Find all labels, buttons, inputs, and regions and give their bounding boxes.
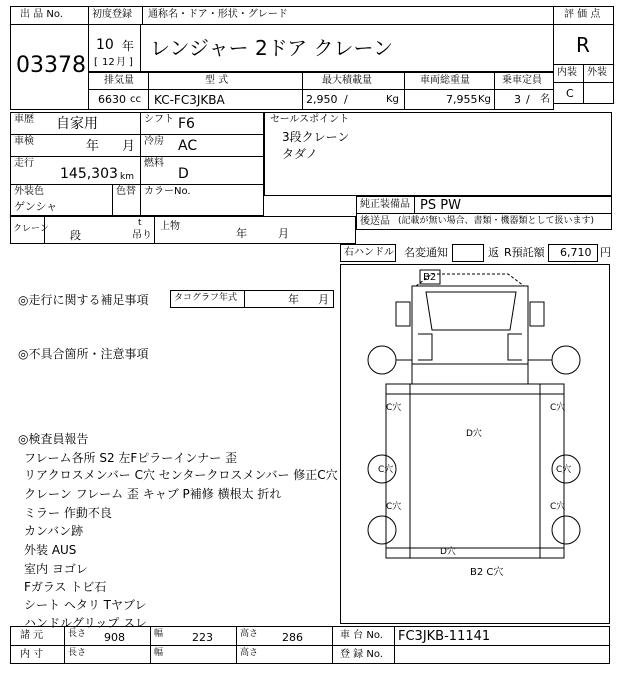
ac-label: 冷房 xyxy=(144,136,164,147)
cab-mirror-right xyxy=(530,302,544,326)
diagram-d-lower: D穴 xyxy=(440,547,456,557)
gvw-value: 7,955 xyxy=(446,93,478,106)
diagram-d-center: D穴 xyxy=(466,429,482,439)
capacity-sep: / xyxy=(526,93,530,106)
ac-value: AC xyxy=(178,138,198,154)
mount-year-unit: 年 xyxy=(236,227,247,240)
report-line: ハンドルグリップ スレ xyxy=(24,616,148,630)
max-load-label: 最大積載量 xyxy=(322,75,372,86)
max-load-value: 2,950 xyxy=(306,93,338,106)
sales-points-line1: 3段クレーン xyxy=(282,130,350,144)
displacement-label: 排気量 xyxy=(104,75,134,86)
interior-label: 内装 xyxy=(557,67,577,78)
gvw-unit: Kg xyxy=(478,94,491,105)
report-line: カンバン跡 xyxy=(24,524,84,538)
diagram-bottom: B2 C穴 xyxy=(470,567,504,578)
mileage-label: 走行 xyxy=(14,158,34,169)
tacho-label: タコグラフ年式 xyxy=(174,293,238,303)
inspector-report-heading: ◎検査員報告 xyxy=(18,432,89,446)
color-code-label: カラーNo. xyxy=(144,186,191,197)
reg-month-open: [ xyxy=(94,57,98,68)
in-width-label: 幅 xyxy=(154,648,164,658)
mount-label: 上物 xyxy=(160,221,180,232)
mileage-value: 145,303 xyxy=(60,166,118,182)
reg-month: 12 xyxy=(102,57,115,68)
lot-label: 出 品 No. xyxy=(20,9,63,20)
first-reg-label: 初度登録 xyxy=(92,9,132,20)
reg-month-close: ] xyxy=(129,57,133,68)
report-line: リアクロスメンバー C穴 センタークロスメンバー 修正C穴 xyxy=(24,468,338,482)
wheel-rear-left xyxy=(368,516,396,544)
capacity-label: 乗車定員 xyxy=(502,75,542,86)
history-label: 車歴 xyxy=(14,114,34,125)
aftermarket-note: (記載が無い場合、書類・機器類として扱います) xyxy=(398,216,595,226)
wheel-front-left xyxy=(368,346,396,374)
width-label: 幅 xyxy=(154,629,164,639)
diagram-c-left-upper: C穴 xyxy=(386,403,402,413)
report-line: Fガラス トビ石 xyxy=(24,580,107,594)
defects-heading: ◎不具合箇所・注意事項 xyxy=(18,347,149,361)
gvw-label: 車両総重量 xyxy=(420,75,470,86)
diagram-b2-top: B2 xyxy=(423,272,437,283)
length-value: 908 xyxy=(104,631,125,644)
inspection-year-unit: 年 xyxy=(86,139,100,154)
report-line: シート ヘタリ Tヤブレ xyxy=(24,598,147,612)
height-label: 高さ xyxy=(240,629,259,639)
reg-month-unit: 月 xyxy=(116,57,126,68)
fuel-value: D xyxy=(178,166,189,182)
capacity-unit: 名 xyxy=(540,94,550,105)
sales-points-line2: タダノ xyxy=(282,147,318,161)
tacho-month-unit: 月 xyxy=(318,293,329,306)
crane-hang-unit: 吊り xyxy=(132,230,152,241)
cargo-bed xyxy=(386,384,564,558)
driving-notes-heading: ◎走行に関する補足事項 xyxy=(18,293,149,307)
r-deposit-label: R預託額 xyxy=(504,246,545,259)
report-line: ミラー 作動不良 xyxy=(24,506,112,520)
reg-year: 10 xyxy=(96,37,114,53)
wheel-rear-right xyxy=(552,516,580,544)
crane-stage-unit: 段 xyxy=(70,229,81,242)
chassis-value: FC3JKB-11141 xyxy=(398,629,491,644)
name-change-checkbox xyxy=(452,244,484,262)
bed-front xyxy=(412,364,528,384)
color-no-label: 色替 xyxy=(116,186,136,197)
capacity-value: 3 xyxy=(514,93,521,106)
aftermarket-label: 後送品 xyxy=(360,216,390,227)
crane-label: クレーン xyxy=(13,224,49,234)
score-value: R xyxy=(576,33,590,57)
cab-seat-left xyxy=(418,334,432,360)
equipment-value: PS PW xyxy=(420,198,461,213)
equipment-label: 純正装備品 xyxy=(360,199,410,210)
report-line: 室内 ヨゴレ xyxy=(24,562,88,576)
diagram-c-right-upper: C穴 xyxy=(550,403,566,413)
in-height-label: 高さ xyxy=(240,648,259,658)
cargo-bed-inner xyxy=(410,384,540,558)
reg-no-label: 登 録 No. xyxy=(340,649,383,660)
crane-row xyxy=(10,216,356,244)
score-label: 評 価 点 xyxy=(564,9,601,20)
cab-seat-right xyxy=(508,334,522,360)
name-label: 通称名・ドア・形状・グレード xyxy=(148,9,288,20)
report-line: 外装 AUS xyxy=(24,543,77,557)
tacho-year-unit: 年 xyxy=(288,293,299,306)
max-load-unit: Kg xyxy=(386,94,399,105)
cab-mirror-left xyxy=(396,302,410,326)
diagram-c-left-lower: C穴 xyxy=(386,502,402,512)
shift-label: シフト xyxy=(144,114,174,125)
inspection-label: 車検 xyxy=(14,136,34,147)
history-value: 自家用 xyxy=(56,116,98,132)
diagram-c-right-mid: C穴 xyxy=(556,465,572,475)
lot-number: 03378 xyxy=(16,53,86,78)
model-value: KC-FC3JKBA xyxy=(154,93,225,107)
model-label: 型 式 xyxy=(205,75,229,86)
reg-year-unit: 年 xyxy=(122,39,135,53)
width-value: 223 xyxy=(192,631,213,644)
mileage-unit: km xyxy=(120,172,134,182)
interior-dims-label: 内 寸 xyxy=(20,649,44,660)
diagram-c-left-mid: C穴 xyxy=(378,465,394,475)
inspection-month-unit: 月 xyxy=(122,139,136,154)
shift-value: F6 xyxy=(178,116,195,132)
exterior-label: 外装 xyxy=(587,67,607,78)
length-label: 長さ xyxy=(68,629,87,639)
fuel-label: 燃料 xyxy=(144,158,164,169)
max-load-sep: / xyxy=(344,93,348,106)
rhd-label: 右ハンドル xyxy=(344,247,394,258)
yen-label: 円 xyxy=(600,246,611,259)
diagram-c-right-lower: C穴 xyxy=(550,502,566,512)
mount-month-unit: 月 xyxy=(278,227,289,240)
sales-points-label: セールスポイント xyxy=(270,114,350,125)
vehicle-name: レンジャー 2ドア クレーン xyxy=(150,36,394,60)
in-length-label: 長さ xyxy=(68,648,87,658)
displacement-value: 6630 xyxy=(98,93,126,106)
dims-label: 諸 元 xyxy=(20,630,44,641)
chassis-label: 車 台 No. xyxy=(340,630,383,641)
report-line: フレーム各所 S2 左Fピラーインナー 歪 xyxy=(24,451,238,465)
displacement-unit: cc xyxy=(130,94,141,105)
report-line: クレーン フレーム 歪 キャブ P補修 横根太 折れ xyxy=(24,487,282,501)
cab-windshield xyxy=(426,292,516,330)
r-deposit-amount: 6,710 xyxy=(560,246,592,259)
name-change-label: 名変通知 xyxy=(404,246,448,259)
ext-color-label: 外装色 xyxy=(14,186,44,197)
height-value: 286 xyxy=(282,631,303,644)
wheel-front-right xyxy=(552,346,580,374)
crane-ton-unit: t xyxy=(138,218,142,228)
interior-grade: C xyxy=(566,87,574,100)
ext-color-value: ゲンシャ xyxy=(14,200,58,213)
return-label: 返 xyxy=(488,246,499,259)
